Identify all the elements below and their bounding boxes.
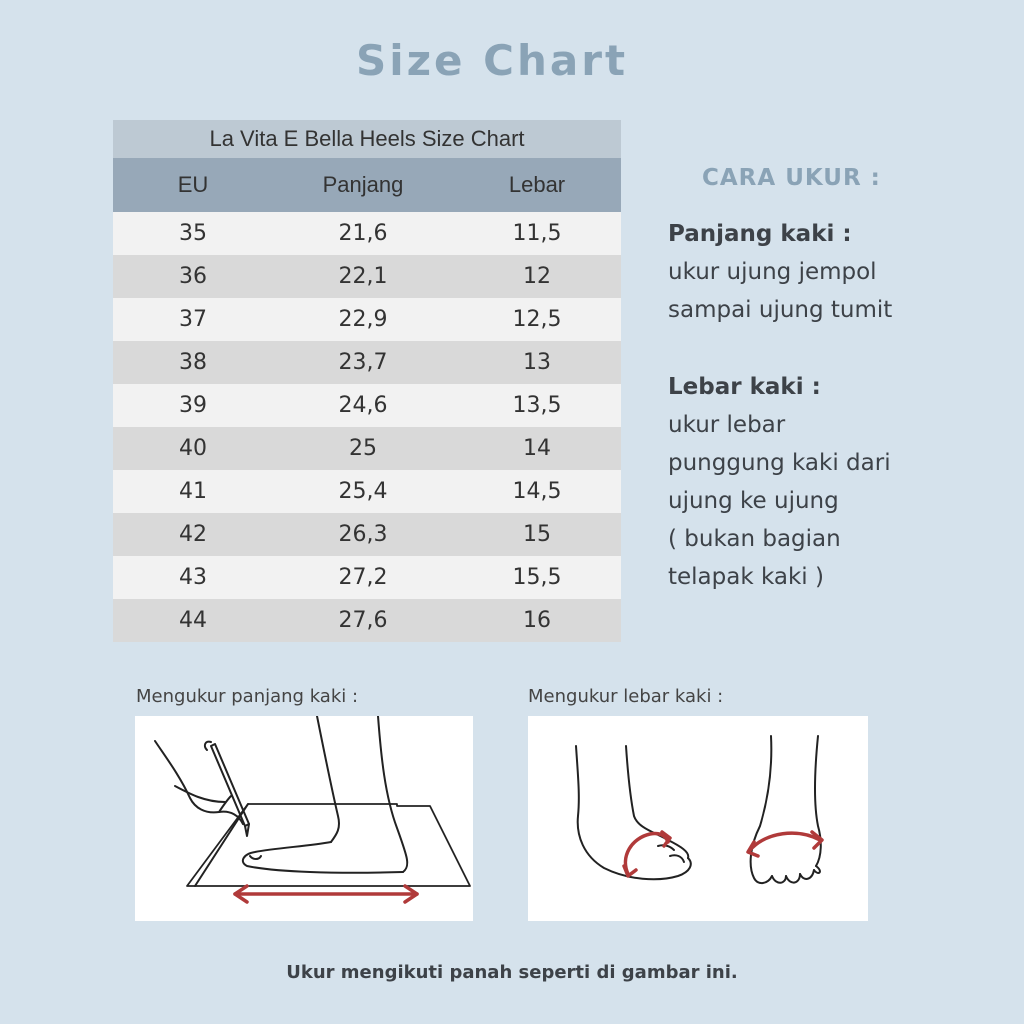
width-guide-line: telapak kaki ): [668, 564, 824, 590]
cell-panjang: 25: [273, 427, 453, 470]
cell-panjang: 26,3: [273, 513, 453, 556]
cell-eu: 44: [113, 599, 273, 642]
foot-length-drawing: [135, 716, 473, 921]
cell-lebar: 15: [453, 513, 621, 556]
cell-eu: 37: [113, 298, 273, 341]
cell-eu: 38: [113, 341, 273, 384]
width-guide-line: ( bukan bagian: [668, 526, 841, 552]
cell-eu: 42: [113, 513, 273, 556]
cell-lebar: 14,5: [453, 470, 621, 513]
column-header-panjang: Panjang: [273, 158, 453, 212]
length-guide-line: ukur ujung jempol: [668, 259, 877, 285]
width-measure-illustration: [528, 716, 868, 921]
cell-panjang: 23,7: [273, 341, 453, 384]
table-row: [113, 556, 621, 599]
table-row: [113, 298, 621, 341]
cell-lebar: 12: [453, 255, 621, 298]
length-guide: [668, 215, 892, 329]
cell-lebar: 15,5: [453, 556, 621, 599]
cell-lebar: 14: [453, 427, 621, 470]
length-measure-illustration: [135, 716, 473, 921]
cell-eu: 43: [113, 556, 273, 599]
column-header-lebar: Lebar: [453, 158, 621, 212]
length-arrow: [235, 886, 417, 902]
cell-lebar: 16: [453, 599, 621, 642]
size-chart-table: [113, 120, 621, 642]
length-guide-line: sampai ujung tumit: [668, 297, 893, 323]
table-row: [113, 427, 621, 470]
cell-lebar: 13,5: [453, 384, 621, 427]
width-guide-line: ukur lebar: [668, 412, 786, 438]
cell-eu: 41: [113, 470, 273, 513]
table-row: [113, 384, 621, 427]
cell-panjang: 24,6: [273, 384, 453, 427]
table-row: [113, 599, 621, 642]
guide-heading: CARA UKUR :: [702, 165, 881, 191]
cell-panjang: 22,1: [273, 255, 453, 298]
length-guide-label: Panjang kaki :: [668, 221, 852, 247]
width-arrows: [624, 832, 822, 876]
length-illustration-caption: Mengukur panjang kaki :: [136, 686, 359, 707]
column-header-eu: EU: [113, 158, 273, 212]
cell-eu: 35: [113, 212, 273, 255]
foot-width-drawing: [528, 716, 868, 921]
cell-lebar: 13: [453, 341, 621, 384]
cell-eu: 36: [113, 255, 273, 298]
table-row: [113, 212, 621, 255]
cell-eu: 40: [113, 427, 273, 470]
cell-panjang: 22,9: [273, 298, 453, 341]
cell-eu: 39: [113, 384, 273, 427]
width-illustration-caption: Mengukur lebar kaki :: [528, 686, 724, 707]
width-guide-line: ujung ke ujung: [668, 488, 839, 514]
cell-panjang: 21,6: [273, 212, 453, 255]
table-row: [113, 470, 621, 513]
cell-panjang: 25,4: [273, 470, 453, 513]
footer-note: Ukur mengikuti panah seperti di gambar ini.: [286, 962, 738, 983]
width-guide-label: Lebar kaki :: [668, 374, 821, 400]
table-row: [113, 341, 621, 384]
width-guide-line: punggung kaki dari: [668, 450, 891, 476]
cell-panjang: 27,6: [273, 599, 453, 642]
cell-panjang: 27,2: [273, 556, 453, 599]
cell-lebar: 12,5: [453, 298, 621, 341]
table-row: [113, 513, 621, 556]
table-row: [113, 255, 621, 298]
page-title: Size Chart: [355, 36, 629, 85]
table-caption: La Vita E Bella Heels Size Chart: [113, 120, 621, 158]
width-guide: [668, 368, 891, 596]
cell-lebar: 11,5: [453, 212, 621, 255]
